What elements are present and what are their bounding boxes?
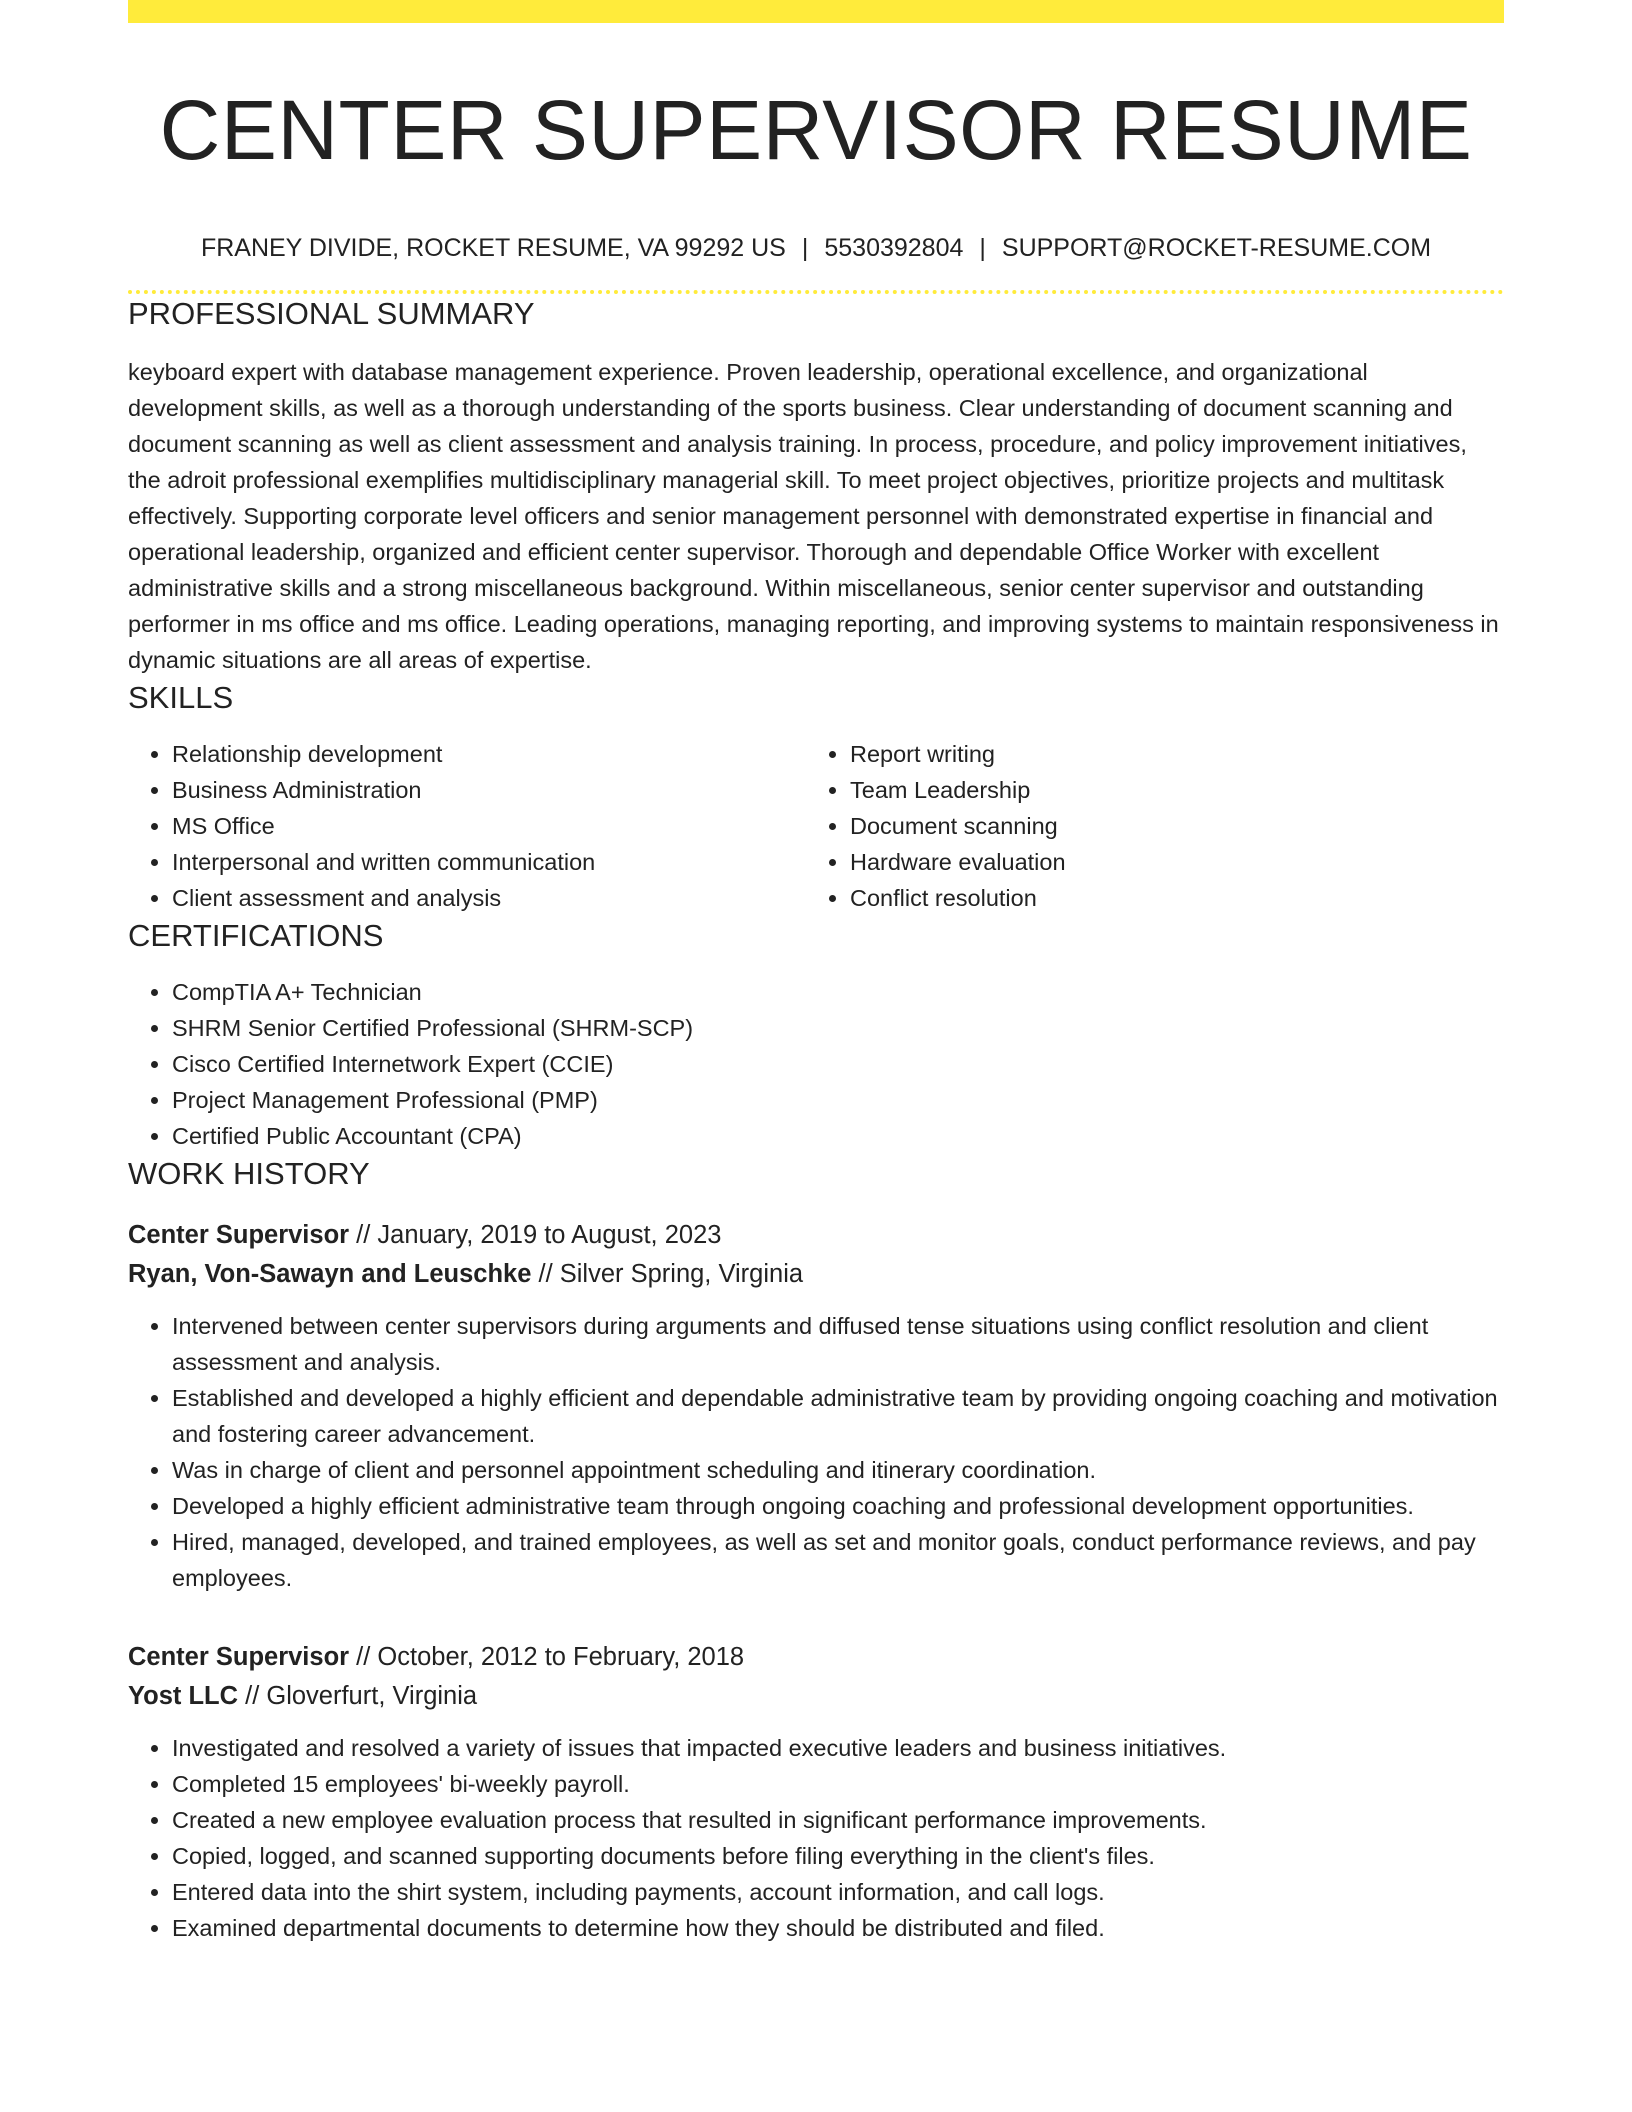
- certifications-heading: CERTIFICATIONS: [128, 918, 384, 953]
- job-bullet: • Was in charge of client and personnel appointment scheduling and itinerary coordination.: [172, 1452, 1504, 1488]
- contact-line: [128, 233, 1504, 263]
- skill-item: • Report writing: [850, 736, 1484, 772]
- job-bullet: • Developed a highly efficient administrative team through ongoing coaching and professional development opportunities.: [172, 1488, 1504, 1524]
- job-title-line: [128, 1216, 1504, 1255]
- contact-address: FRANEY DIVIDE, ROCKET RESUME, VA 99292 US: [200, 234, 786, 262]
- skills-column-right: [806, 736, 1484, 916]
- job-entry: [128, 1216, 1504, 1596]
- resume-page: [128, 0, 1504, 1946]
- work-history-heading: WORK HISTORY: [128, 1156, 370, 1191]
- certification-item: • Project Management Professional (PMP): [172, 1082, 1504, 1118]
- job-company-line: [128, 1677, 1504, 1716]
- job-bullet: • Hired, managed, developed, and trained employees, as well as set and monitor goals, conduct performance reviews, and pay employees.: [172, 1524, 1504, 1596]
- job-bullets: [128, 1730, 1504, 1946]
- contact-phone[interactable]: 5530392804: [824, 234, 964, 262]
- skill-item: • MS Office: [172, 808, 806, 844]
- contact-separator: |: [801, 234, 809, 262]
- skill-item: • Relationship development: [172, 736, 806, 772]
- job-title-line: [128, 1638, 1504, 1677]
- job-company: Ryan, Von-Sawayn and Leuschke: [128, 1260, 532, 1288]
- skill-item: • Interpersonal and written communication: [172, 844, 806, 880]
- certification-item: • Certified Public Accountant (CPA): [172, 1118, 1504, 1154]
- certification-item: • Cisco Certified Internetwork Expert (CCIE): [172, 1046, 1504, 1082]
- summary-text: keyboard expert with database management experience. Proven leadership, operational excellence, and organizational development skills, as well as a thorough understanding of the sports business. Clear understanding of document scanning and document scanning as well as client assessment and analysis training. In process, procedure, and policy improvement initiatives, the adroit professional exemplifies multidisciplinary managerial skill. To meet project objectives, prioritize projects and multitask effectively. Supporting corporate level officers and senior management personnel with demonstrated expertise in financial and operational leadership, organized and efficient center supervisor. Thorough and dependable Office Worker with excellent administrative skills and a strong miscellaneous background. Within miscellaneous, senior center supervisor and outstanding performer in ms office and ms office. Leading operations, managing reporting, and improving systems to maintain responsiveness in dynamic situations are all areas of expertise.: [128, 359, 1499, 673]
- skills-heading: SKILLS: [128, 680, 234, 715]
- job-bullet: • Established and developed a highly efficient and dependable administrative team by providing ongoing coaching and motivation and fostering career advancement.: [172, 1380, 1504, 1452]
- job-company-line: [128, 1255, 1504, 1294]
- job-dates: // October, 2012 to February, 2018: [349, 1643, 745, 1671]
- skills-list: [128, 736, 1504, 916]
- skill-item: • Conflict resolution: [850, 880, 1484, 916]
- skill-item: • Client assessment and analysis: [172, 880, 806, 916]
- certification-item: • CompTIA A+ Technician: [172, 974, 1504, 1010]
- job-location: // Gloverfurt, Virginia: [238, 1682, 478, 1710]
- job-entry: [128, 1638, 1504, 1946]
- summary-heading: PROFESSIONAL SUMMARY: [128, 296, 535, 331]
- skill-item: • Hardware evaluation: [850, 844, 1484, 880]
- job-bullets: [128, 1308, 1504, 1596]
- skills-column-left: [128, 736, 806, 916]
- job-bullet: • Copied, logged, and scanned supporting documents before filing everything in the client's files.: [172, 1838, 1504, 1874]
- contact-email[interactable]: SUPPORT@ROCKET-RESUME.COM: [1001, 234, 1432, 262]
- certifications-list: [128, 974, 1504, 1154]
- job-bullet: • Examined departmental documents to determine how they should be distributed and filed.: [172, 1910, 1504, 1946]
- top-accent-bar: [128, 0, 1504, 23]
- skill-item: • Team Leadership: [850, 772, 1484, 808]
- job-location: // Silver Spring, Virginia: [531, 1260, 804, 1288]
- job-bullet: • Investigated and resolved a variety of issues that impacted executive leaders and business initiatives.: [172, 1730, 1504, 1766]
- job-title: Center Supervisor: [128, 1221, 350, 1249]
- job-title: Center Supervisor: [128, 1643, 350, 1671]
- contact-separator: |: [979, 234, 986, 262]
- job-bullet: • Completed 15 employees' bi-weekly payroll.: [172, 1766, 1504, 1802]
- job-bullet: • Entered data into the shirt system, including payments, account information, and call logs.: [172, 1874, 1504, 1910]
- job-bullet: • Created a new employee evaluation process that resulted in significant performance improvements.: [172, 1802, 1504, 1838]
- certification-item: • SHRM Senior Certified Professional (SHRM-SCP): [172, 1010, 1504, 1046]
- job-bullet: • Intervened between center supervisors during arguments and diffused tense situations using conflict resolution and client assessment and analysis.: [172, 1308, 1504, 1380]
- job-dates: // January, 2019 to August, 2023: [349, 1221, 722, 1249]
- skill-item: • Document scanning: [850, 808, 1484, 844]
- skill-item: • Business Administration: [172, 772, 806, 808]
- job-company: Yost LLC: [128, 1682, 239, 1710]
- resume-title: CENTER SUPERVISOR RESUME: [159, 83, 1473, 177]
